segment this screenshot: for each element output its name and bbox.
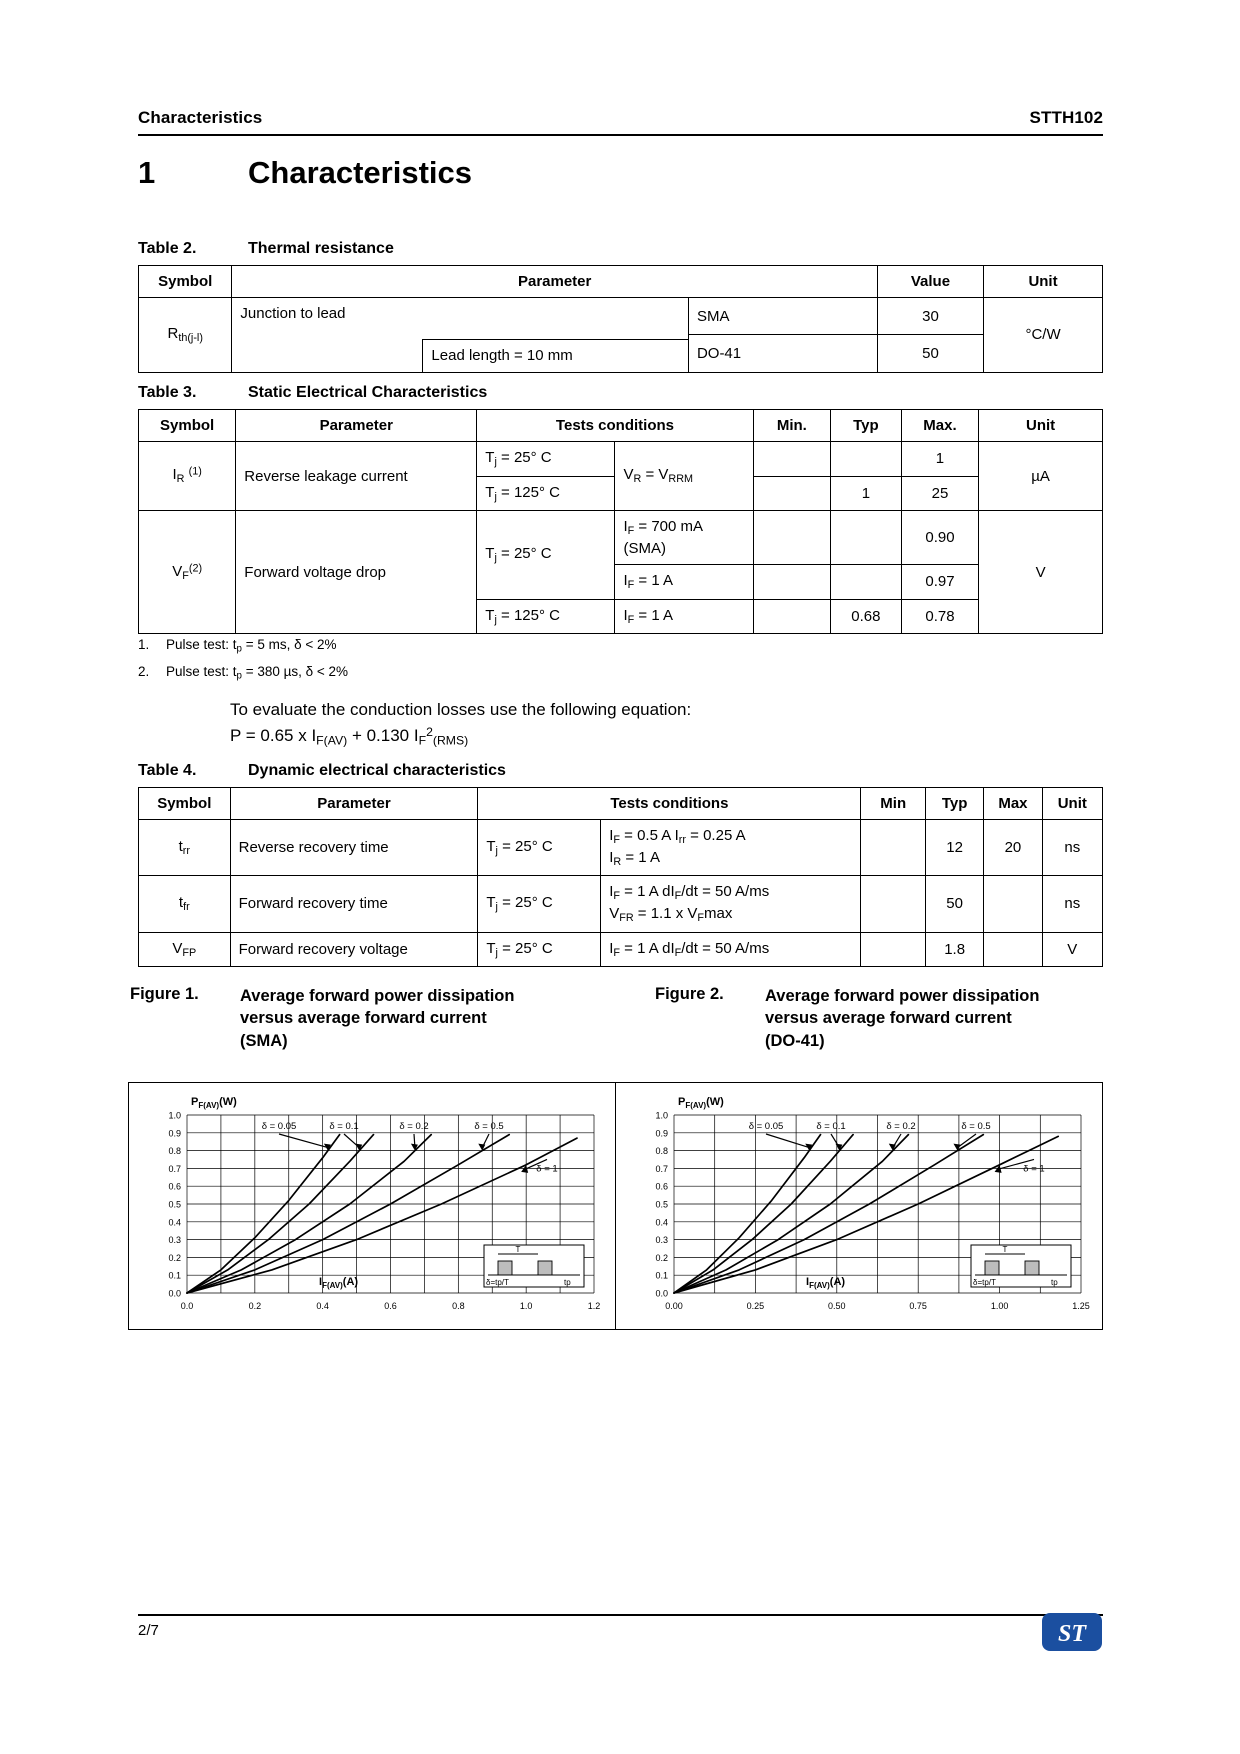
th-typ: Typ bbox=[925, 788, 983, 820]
cell-max bbox=[984, 876, 1042, 932]
header-divider bbox=[138, 134, 1103, 136]
cell-max: 0.78 bbox=[901, 599, 978, 634]
table4-caption-label: Table 4. bbox=[138, 762, 197, 779]
footer-divider bbox=[138, 1614, 1103, 1616]
figure2-caption bbox=[655, 985, 1105, 1052]
cell-min bbox=[753, 599, 830, 634]
table-row bbox=[139, 820, 1103, 876]
cell-lead-length: Lead length = 10 mm bbox=[422, 339, 689, 372]
th-parameter: Parameter bbox=[232, 266, 877, 298]
cell-min bbox=[753, 565, 830, 600]
table3-caption-title: Static Electrical Characteristics bbox=[248, 384, 488, 401]
cell-typ: 0.68 bbox=[831, 599, 902, 634]
svg-text:1.00: 1.00 bbox=[990, 1301, 1008, 1311]
svg-text:0.9: 0.9 bbox=[654, 1128, 668, 1139]
svg-text:0.3: 0.3 bbox=[654, 1235, 668, 1246]
table-row bbox=[139, 442, 1103, 477]
cell-parameter-reverse-leakage: Reverse leakage current bbox=[236, 442, 477, 511]
svg-text:0.4: 0.4 bbox=[168, 1217, 181, 1228]
footnote-index: 1. bbox=[138, 637, 150, 652]
svg-text:ST: ST bbox=[1057, 1621, 1087, 1647]
footnote-text: Pulse test: $t_p = 5$ ms, δ < 2% bbox=[166, 637, 337, 655]
table2-block bbox=[138, 240, 1103, 373]
cell-parameter-forward-recovery-time: Forward recovery time bbox=[230, 876, 478, 932]
cell-cond-sma-note: (SMA) bbox=[623, 540, 666, 558]
page-number: 2/7 bbox=[138, 1622, 159, 1639]
static-electrical-characteristics-table bbox=[138, 409, 1103, 634]
svg-text:tp: tp bbox=[564, 1278, 571, 1287]
page-header bbox=[138, 108, 1103, 128]
page-title bbox=[138, 155, 1103, 191]
footnote-text: Pulse test: $t_p = 380$ µs, δ < 2% bbox=[166, 663, 349, 682]
svg-text:0.25: 0.25 bbox=[746, 1301, 764, 1311]
table4-block bbox=[138, 762, 1103, 967]
svg-text:1.25: 1.25 bbox=[1071, 1301, 1090, 1311]
cell-max: 0.90 bbox=[901, 511, 978, 565]
svg-text:0.1: 0.1 bbox=[168, 1270, 181, 1281]
table-header-row bbox=[139, 410, 1103, 442]
svg-text:δ = 0.2: δ = 0.2 bbox=[399, 1121, 429, 1132]
cell-typ: 12 bbox=[925, 820, 983, 876]
svg-text:δ = 0.1: δ = 0.1 bbox=[815, 1121, 846, 1132]
cell-parameter-forward-voltage-drop: Forward voltage drop bbox=[236, 511, 477, 634]
svg-text:0.9: 0.9 bbox=[168, 1128, 181, 1139]
cell-symbol-ir bbox=[139, 442, 236, 511]
footnote-1 bbox=[138, 637, 1103, 655]
svg-text:δ = 0.5: δ = 0.5 bbox=[474, 1121, 504, 1132]
svg-text:0.8: 0.8 bbox=[168, 1146, 181, 1157]
table3-caption-label: Table 3. bbox=[138, 384, 197, 401]
th-parameter: Parameter bbox=[236, 410, 477, 442]
svg-text:0.0: 0.0 bbox=[180, 1301, 194, 1311]
svg-text:1.2: 1.2 bbox=[587, 1301, 601, 1311]
cell-symbol-vf bbox=[139, 511, 236, 634]
cell-cond-tj125: $T_j = 125^\circ$ C bbox=[477, 476, 615, 511]
svg-text:δ=tp/T: δ=tp/T bbox=[972, 1278, 996, 1287]
svg-text:0.6: 0.6 bbox=[654, 1181, 668, 1192]
cell-typ bbox=[831, 565, 902, 600]
svg-text:δ = 0.1: δ = 0.1 bbox=[329, 1121, 359, 1132]
svg-text:0.7: 0.7 bbox=[168, 1163, 181, 1174]
cell-max: 25 bbox=[901, 476, 978, 511]
th-tests-conditions: Tests conditions bbox=[478, 788, 861, 820]
header-left-title: Characteristics bbox=[138, 108, 263, 127]
svg-text:δ = 0.2: δ = 0.2 bbox=[885, 1121, 916, 1132]
cell-typ: 1.8 bbox=[925, 932, 983, 967]
thermal-resistance-table bbox=[138, 265, 1103, 373]
cell-symbol-vfp: $V_{FP}$ bbox=[139, 932, 231, 967]
equation-formula: P = 0.65 x $I_{F(AV)} + 0.130$ $I_F^2_{(RMS)}$ bbox=[230, 725, 469, 748]
svg-text:0.5: 0.5 bbox=[168, 1199, 181, 1210]
svg-text:δ=tp/T: δ=tp/T bbox=[486, 1278, 509, 1287]
table3-footnotes bbox=[138, 637, 1103, 690]
parameter-text: Junction to lead bbox=[240, 305, 346, 323]
th-unit: Unit bbox=[984, 266, 1103, 298]
svg-text:0.5: 0.5 bbox=[654, 1199, 668, 1210]
cell-cond-vr-vrrm: $V_R = V_{RRM}$ bbox=[615, 442, 753, 511]
cell-symbol-tfr: $t_{fr}$ bbox=[139, 876, 231, 932]
cell-unit: ns bbox=[1042, 820, 1102, 876]
th-min: Min bbox=[861, 788, 926, 820]
svg-text:0.50: 0.50 bbox=[827, 1301, 846, 1311]
equation-intro: To evaluate the conduction losses use the following equation: bbox=[230, 700, 692, 719]
table3-block bbox=[138, 384, 1103, 634]
table2-caption-label: Table 2. bbox=[138, 240, 197, 257]
cell-parameter-reverse-recovery-time: Reverse recovery time bbox=[230, 820, 478, 876]
footnote-2 bbox=[138, 664, 1103, 682]
cell-cond-tj25: $T_j = 25^\circ$ C bbox=[477, 442, 615, 477]
cell-typ: 1 bbox=[831, 476, 902, 511]
th-symbol: Symbol bbox=[139, 788, 231, 820]
cell-cond-tj25-vf: $T_j = 25^\circ$ C bbox=[477, 511, 615, 599]
cell-min bbox=[753, 476, 830, 511]
cell-cond-tj125-vf: $T_j = 125^\circ$ C bbox=[477, 599, 615, 634]
svg-text:T: T bbox=[1002, 1245, 1007, 1254]
svg-text:δ = 1: δ = 1 bbox=[536, 1163, 558, 1175]
table-row bbox=[139, 876, 1103, 932]
figure-captions bbox=[130, 985, 1105, 1052]
chart1-svg bbox=[129, 1083, 616, 1329]
svg-text:0.8: 0.8 bbox=[452, 1301, 465, 1311]
svg-text:IF(AV)(A): $I_{F(AV)}(A)$ bbox=[805, 1276, 845, 1290]
th-max: Max. bbox=[901, 410, 978, 442]
svg-text:δ = 0.05: δ = 0.05 bbox=[261, 1121, 297, 1132]
svg-text:1.0: 1.0 bbox=[519, 1301, 533, 1311]
cell-cond-detail: $I_F = 1$ A $dI_F/dt = 50$ A/ms bbox=[601, 932, 861, 967]
cell-min bbox=[753, 442, 830, 477]
table4-caption-title: Dynamic electrical characteristics bbox=[248, 762, 506, 779]
th-typ: Typ bbox=[831, 410, 902, 442]
chapter-title: Characteristics bbox=[248, 155, 473, 190]
svg-text:0.0: 0.0 bbox=[654, 1288, 668, 1299]
st-logo-icon bbox=[1041, 1612, 1103, 1652]
svg-text:1.0: 1.0 bbox=[168, 1110, 181, 1121]
th-min: Min. bbox=[753, 410, 830, 442]
cell-unit: V bbox=[1042, 932, 1102, 967]
table2-caption-title: Thermal resistance bbox=[248, 240, 394, 257]
symbol-main: R bbox=[167, 325, 179, 343]
symbol-sub: F bbox=[182, 569, 189, 582]
cell-min bbox=[861, 820, 926, 876]
cell-max: 20 bbox=[984, 820, 1042, 876]
figure1-chart bbox=[129, 1083, 616, 1329]
cell-parameter-forward-recovery-voltage: Forward recovery voltage bbox=[230, 932, 478, 967]
table3-caption bbox=[138, 384, 1103, 402]
th-symbol: Symbol bbox=[139, 410, 236, 442]
cell-unit-v: V bbox=[979, 511, 1103, 634]
chart2-svg bbox=[616, 1083, 1103, 1329]
cell-value-sma: 30 bbox=[877, 298, 983, 335]
cell-cond-tj: $T_j = 25^\circ$ C bbox=[478, 820, 601, 876]
table-header-row bbox=[139, 788, 1103, 820]
cell-max bbox=[984, 932, 1042, 967]
conduction-losses-equation bbox=[230, 697, 990, 751]
cell-unit: ns bbox=[1042, 876, 1102, 932]
dynamic-electrical-characteristics-table bbox=[138, 787, 1103, 967]
cell-min bbox=[753, 511, 830, 565]
svg-text:PF(AV)(W): $P_{F(AV)}(W)$ bbox=[191, 1096, 237, 1110]
table2-caption bbox=[138, 240, 1103, 258]
svg-text:0.3: 0.3 bbox=[168, 1235, 181, 1246]
cell-cond-detail: $I_F = 0.5$ A $I_{rr} = 0.25$ A $I_R = 1$ A bbox=[601, 820, 861, 876]
svg-text:0.1: 0.1 bbox=[654, 1270, 668, 1281]
svg-text:1.0: 1.0 bbox=[654, 1110, 668, 1121]
cell-max: 1 bbox=[901, 442, 978, 477]
svg-text:T: T bbox=[515, 1245, 521, 1254]
table-row bbox=[139, 932, 1103, 967]
table-row bbox=[139, 511, 1103, 565]
svg-text:0.0: 0.0 bbox=[168, 1288, 181, 1299]
svg-text:0.6: 0.6 bbox=[384, 1301, 397, 1311]
cell-min bbox=[861, 876, 926, 932]
cell-unit-ua: µA bbox=[979, 442, 1103, 511]
cell-package-sma: SMA bbox=[688, 298, 877, 335]
svg-text:tp: tp bbox=[1050, 1278, 1058, 1287]
symbol-footnote: (1) bbox=[188, 465, 202, 478]
svg-text:0.4: 0.4 bbox=[654, 1217, 668, 1228]
svg-text:0.00: 0.00 bbox=[664, 1301, 683, 1311]
svg-text:0.2: 0.2 bbox=[168, 1252, 181, 1263]
table4-caption bbox=[138, 762, 1103, 780]
table-header-row bbox=[139, 266, 1103, 298]
svg-text:δ = 0.5: δ = 0.5 bbox=[960, 1121, 991, 1132]
svg-text:PF(AV)(W): $P_{F(AV)}(W)$ bbox=[677, 1096, 724, 1110]
th-symbol: Symbol bbox=[139, 266, 232, 298]
cell-cond-if700ma: $I_F = 700$ mA (SMA) bbox=[615, 511, 753, 565]
st-logo bbox=[1041, 1612, 1103, 1657]
chapter-number: 1 bbox=[138, 155, 156, 190]
cell-unit-thermal: °C/W bbox=[984, 298, 1103, 372]
header-right-partnumber: STTH102 bbox=[1029, 108, 1103, 127]
symbol-sub: th(j-l) bbox=[178, 331, 203, 344]
th-unit: Unit bbox=[979, 410, 1103, 442]
cell-typ bbox=[831, 442, 902, 477]
cell-typ: 50 bbox=[925, 876, 983, 932]
cell-max: 0.97 bbox=[901, 565, 978, 600]
cell-cond-if1a-125: $I_F = 1$ A bbox=[615, 599, 753, 634]
table-row bbox=[139, 298, 1103, 335]
svg-text:0.75: 0.75 bbox=[908, 1301, 927, 1311]
cell-cond-if1a: $I_F = 1$ A bbox=[615, 565, 753, 600]
cell-cond-detail: $I_F = 1$ A $dI_F/dt = 50$ A/ms $V_{FR} = 1.1$ x $V_F\max$ bbox=[601, 876, 861, 932]
svg-text:0.4: 0.4 bbox=[316, 1301, 329, 1311]
symbol-main: I bbox=[172, 466, 177, 484]
svg-text:δ = 0.05: δ = 0.05 bbox=[748, 1121, 783, 1132]
figure1-caption bbox=[130, 985, 655, 1052]
symbol-sub: R bbox=[176, 473, 185, 486]
svg-text:0.8: 0.8 bbox=[654, 1146, 668, 1157]
svg-text:0.2: 0.2 bbox=[654, 1252, 668, 1263]
cell-min bbox=[861, 932, 926, 967]
figure2-chart bbox=[616, 1083, 1103, 1329]
figure2-label: Figure 2. bbox=[655, 985, 724, 1003]
figures-container bbox=[128, 1082, 1103, 1330]
cell-cond-tj: $T_j = 25^\circ$ C bbox=[478, 932, 601, 967]
symbol-footnote: (2) bbox=[188, 562, 203, 575]
th-tests-conditions: Tests conditions bbox=[477, 410, 753, 442]
th-max: Max bbox=[984, 788, 1042, 820]
svg-text:IF(AV)(A): $I_{F(AV)}(A)$ bbox=[319, 1276, 359, 1290]
svg-text:δ = 1: δ = 1 bbox=[1022, 1163, 1045, 1175]
cell-value-do41: 50 bbox=[877, 335, 983, 372]
cell-symbol-trr: $t_{rr}$ bbox=[139, 820, 231, 876]
figure2-title: Average forward power dissipation versus average forward current (DO-41) bbox=[765, 987, 1040, 1050]
figure1-label: Figure 1. bbox=[130, 985, 199, 1003]
cell-cond-tj: $T_j = 25^\circ$ C bbox=[478, 876, 601, 932]
svg-text:0.6: 0.6 bbox=[168, 1181, 181, 1192]
th-value: Value bbox=[877, 266, 983, 298]
th-parameter: Parameter bbox=[230, 788, 478, 820]
cell-typ bbox=[831, 511, 902, 565]
cell-parameter-junction-to-lead bbox=[232, 298, 689, 372]
svg-text:0.7: 0.7 bbox=[654, 1163, 668, 1174]
figure1-title: Average forward power dissipation versus average forward current (SMA) bbox=[240, 987, 515, 1050]
symbol-main: V bbox=[172, 562, 183, 580]
footnote-index: 2. bbox=[138, 663, 150, 679]
cell-package-do41: DO-41 bbox=[688, 335, 877, 372]
th-unit: Unit bbox=[1042, 788, 1102, 820]
svg-text:0.2: 0.2 bbox=[248, 1301, 262, 1311]
cell-symbol-rth bbox=[139, 298, 232, 372]
